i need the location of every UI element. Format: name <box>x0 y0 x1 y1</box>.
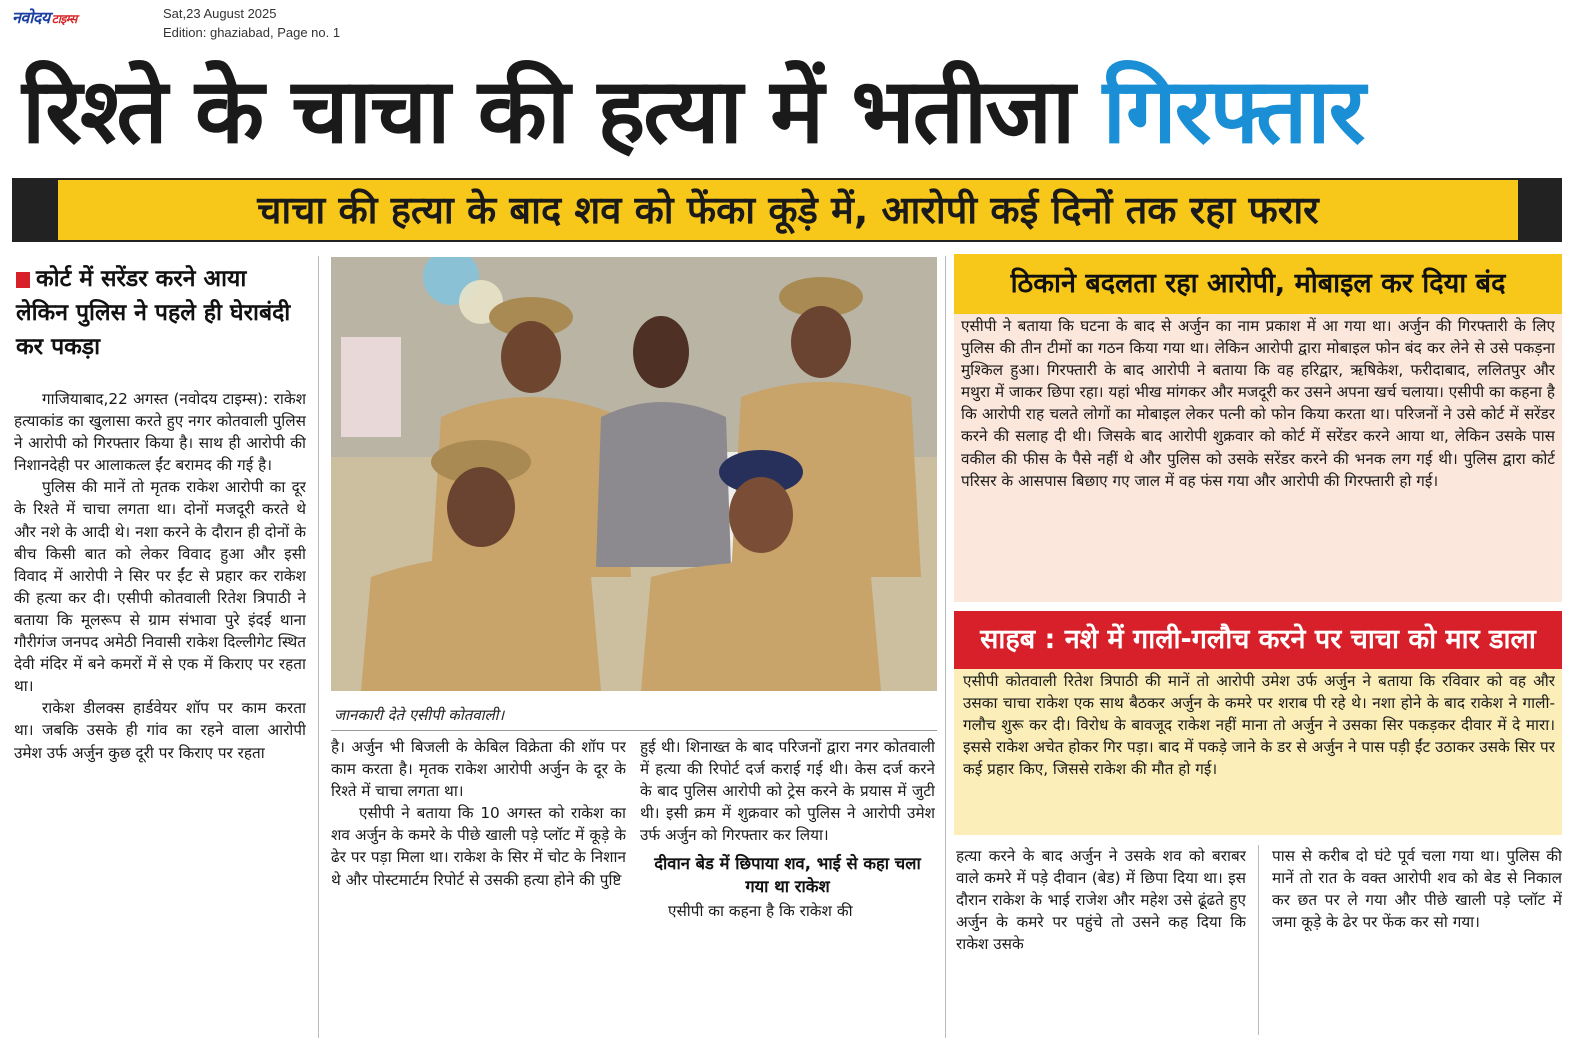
police-group-photo-illustration <box>331 257 937 691</box>
right-box-1-paragraph: एसीपी ने बताया कि घटना के बाद से अर्जुन का नाम प्रकाश में आ गया था। अर्जुन की गिरफ्तारी के लिए पुलिस की तीन टीमों का गठन किया गया था। लेकिन आरोपी द्वारा मोबाइल फोन बंद कर लेने से उसे पकड़ना मुश्किल हुआ। गिरफ्तारी के बाद आरोपी ने बताया कि वह हरिद्वार, ऋषिकेश, फरीदाबाद, ललितपुर और मथुरा में जाकर छिपा रहा। यहां भीख मांगकर और मजदूरी कर उसने अपना खर्च चलाया। एसीपी का कहना है कि आरोपी राह चलते लोगों का मोबाइल लेकर पत्नी को फोन किया करता था। परिजनों ने उसे कोर्ट में सरेंडर करने की सलाह दी थी। जिसके बाद आरोपी शुक्रवार को कोर्ट में सरेंडर करने आया था, लेकिन उसके पास वकील की फीस के पैसे नहीं थे और पुलिस को उसके सरेंडर करने की भनक लग गई थी। पुलिस द्वारा कोर्ट परिसर के आसपास बिछाए गए जाल में वह फंस गया और आरोपी की गिरफ्तारी हो गई। <box>961 317 1555 490</box>
photo-caption: जानकारी देते एसीपी कोतवाली। <box>334 706 505 724</box>
right-bottom-paragraph-2: पास से करीब दो घंटे पूर्व चला गया था। पुलिस की मानें तो रात के वक्त आरोपी शव को बेड से निकाल कर छत पर ले गया और पीछे खाली पड़े प्लॉट में जमा कूड़े के ढेर पर फेंक कर सो गया। <box>1272 847 1562 932</box>
left-column-body <box>14 388 306 1038</box>
logo-sub: टाइम्स <box>51 12 77 26</box>
right-bottom-column-1 <box>956 845 1246 1035</box>
news-photo[interactable] <box>331 257 937 691</box>
headline-main: रिश्ते के चाचा की हत्या में भतीजा <box>22 59 1103 164</box>
middle-column-2 <box>640 736 935 1036</box>
left-column-heading <box>16 262 304 364</box>
left-heading-text: कोर्ट में सरेंडर करने आया लेकिन पुलिस ने पहले ही घेराबंदी कर पकड़ा <box>16 266 291 360</box>
column-divider <box>945 256 946 1038</box>
newspaper-logo[interactable] <box>12 6 77 28</box>
middle-paragraph-2: एसीपी ने बताया कि 10 अगस्त को राकेश का शव अर्जुन के कमरे के पीछे खाली पड़े प्लॉट में कूड़े के ढेर पर पड़ा मिला था। राकेश के सिर में चोट के निशान थे और पोस्टमार्टम रिपोर्ट से उसकी हत्या होने की पुष्टि <box>331 804 626 889</box>
left-paragraph-2: पुलिस की मानें तो मृतक राकेश आरोपी का दूर के रिश्ते में चाचा लगता था। दोनों मजदूरी करते थे और नशे के आदी थे। नशा करने के दौरान ही दोनों के बीच किसी बात को लेकर विवाद हुआ और इसी विवाद में आरोपी ने सिर पर ईंट से प्रहार कर राकेश की हत्या कर दी। एसीपी कोतवाली रितेश त्रिपाठी ने बताया कि मूलरूप से ग्राम संभावा पुरे इंदई थाना गौरीगंज जनपद अमेठी निवासी राकेश दिल्लीगेट स्थित देवी मंदिर में बने कमरों में से एक में किराए पर रहता था। <box>14 478 306 696</box>
subhead-band: चाचा की हत्या के बाद शव को फेंका कूड़े में, आरोपी कई दिनों तक रहा फरार <box>58 180 1518 240</box>
column-divider <box>1258 845 1259 1035</box>
middle-paragraph-4: एसीपी का कहना है कि राकेश की <box>668 902 853 921</box>
headline-highlight: गिरफ्तार <box>1102 59 1364 164</box>
logo-main: नवोदय <box>12 8 50 27</box>
middle-column-1 <box>331 736 626 1036</box>
red-square-bullet-icon <box>16 272 30 288</box>
caption-rule <box>331 730 937 731</box>
left-paragraph-3: राकेश डीलक्स हार्डवेयर शॉप पर काम करता था। जबकि उसके ही गांव का रहने वाला आरोपी उमेश उर्फ अर्जुन कुछ दूरी पर किराए पर रहता <box>14 699 306 762</box>
middle-subheading: दीवान बेड में छिपाया शव, भाई से कहा चला गया था राकेश <box>654 854 921 896</box>
right-bottom-paragraph-1: हत्या करने के बाद अर्जुन ने उसके शव को बराबर वाले कमरे में पड़े दीवान (बेड) में छिपा दिया था। इस दौरान राकेश के भाई राजेश और महेश उसे ढूंढते हुए अर्जुन के कमरे पर पहुंचे तो उसने कह दिया कि राकेश उसके <box>956 847 1246 954</box>
right-box-2-heading: साहब : नशे में गाली-गलौच करने पर चाचा को मार डाला <box>954 611 1562 669</box>
right-bottom-column-2 <box>1272 845 1562 1035</box>
column-divider <box>318 256 319 1038</box>
middle-paragraph-1: है। अर्जुन भी बिजली के केबिल विक्रेता की शॉप पर काम करता है। मृतक राकेश आरोपी अर्जुन के दूर के रिश्ते में चाचा लगता था। <box>331 738 626 801</box>
main-headline <box>22 56 1363 168</box>
dateline <box>163 4 340 42</box>
right-box-1-heading: ठिकाने बदलता रहा आरोपी, मोबाइल कर दिया बंद <box>954 254 1562 314</box>
edition-info: Edition: ghaziabad, Page no. 1 <box>163 25 341 40</box>
edition-date: Sat,23 August 2025 <box>163 6 277 21</box>
left-paragraph-1: गाजियाबाद,22 अगस्त (नवोदय टाइम्स): राकेश हत्याकांड का खुलासा करते हुए नगर कोतवाली पुलिस ने आरोपी को गिरफ्तार किया है। साथ ही आरोपी की निशानदेही पर आलाकत्ल ईंट बरामद की गई है। <box>14 390 306 475</box>
right-box-2-body <box>963 670 1555 834</box>
right-box-2-paragraph: एसीपी कोतवाली रितेश त्रिपाठी की मानें तो आरोपी उमेश उर्फ अर्जुन ने बताया कि रविवार को वह और उसका चाचा राकेश एक साथ बैठकर अर्जुन के कमरे पर शराब पी रहे थे। नशा होने के बाद राकेश ने गाली-गलौच शुरू कर दी। विरोध के बावजूद राकेश नहीं माना तो अर्जुन ने उसका सिर पकड़कर दीवार में दे मारा। इससे राकेश अचेत होकर गिर पड़ा। बाद में पकड़े जाने के डर से अर्जुन ने पास पड़ी ईंट उठाकर उसके सिर पर कई प्रहार किए, जिससे राकेश की मौत हो गई। <box>963 672 1555 779</box>
right-box-1-body <box>961 315 1555 601</box>
middle-paragraph-3: हुई थी। शिनाख्त के बाद परिजनों द्वारा नगर कोतवाली में हत्या की रिपोर्ट दर्ज कराई गई थी। केस दर्ज करने के बाद पुलिस आरोपी को ट्रेस करने के प्रयास में जुटी थी। इसी क्रम में शुक्रवार को पुलिस ने आरोपी उमेश उर्फ अर्जुन को गिरफ्तार कर लिया। <box>640 738 935 845</box>
